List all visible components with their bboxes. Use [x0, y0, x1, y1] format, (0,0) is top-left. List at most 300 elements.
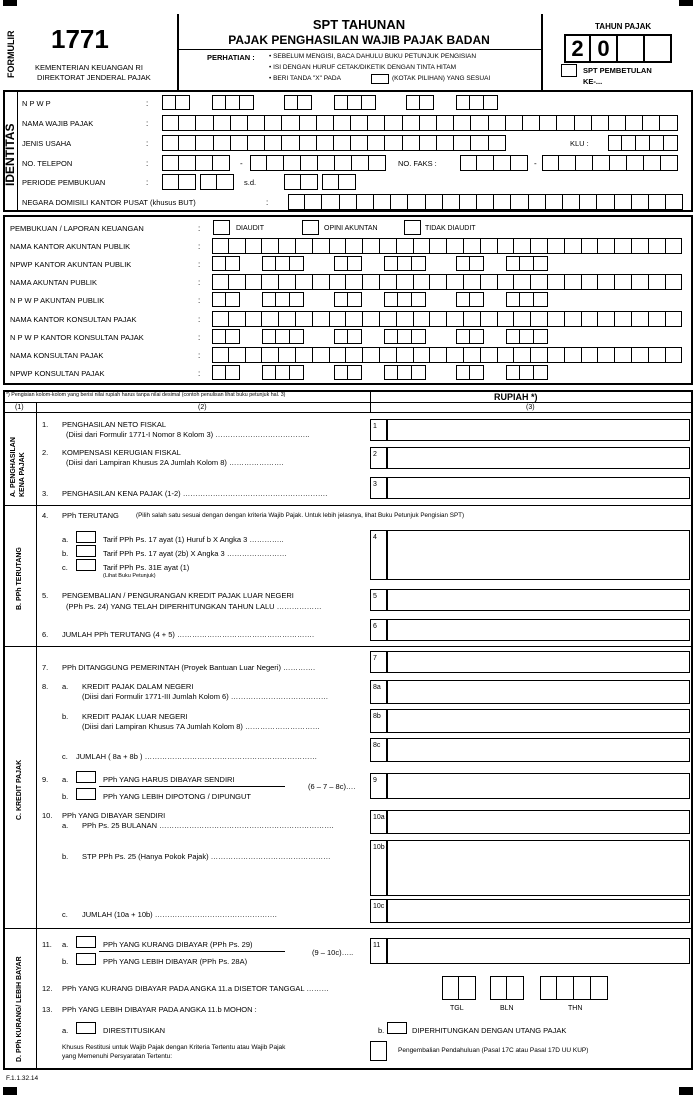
negara-domisili-input-cell[interactable]	[649, 194, 666, 210]
negara-domisili-input-cell[interactable]	[322, 194, 339, 210]
jenis-usaha-input-cell[interactable]	[403, 135, 420, 151]
nama-wajib-pajak-input-cell[interactable]	[609, 115, 626, 131]
audit-name-input-5-cell[interactable]	[514, 311, 531, 327]
audit-name-input-1-cell[interactable]	[313, 238, 330, 254]
audit-name-input-7-cell[interactable]	[498, 347, 515, 363]
jenis-usaha-input-cell[interactable]	[300, 135, 317, 151]
audit-npwp-input-4-group-2-cell[interactable]	[262, 292, 276, 307]
audit-npwp-input-8-group-2-cell[interactable]	[290, 365, 304, 380]
npwp-input-group-2-cell[interactable]	[226, 95, 240, 110]
npwp-input-group-4-cell[interactable]	[362, 95, 376, 110]
faks-number-input-cell[interactable]	[644, 155, 661, 171]
faks-number-input-cell[interactable]	[627, 155, 644, 171]
npwp-input-group-3-cell[interactable]	[298, 95, 312, 110]
negara-domisili-input-cell[interactable]	[632, 194, 649, 210]
audit-name-input-5-cell[interactable]	[246, 311, 263, 327]
audit-name-input-3-cell[interactable]	[430, 274, 447, 290]
negara-domisili-input-cell[interactable]	[666, 194, 683, 210]
audit-name-input-1-cell[interactable]	[246, 238, 263, 254]
amount-input-4[interactable]	[387, 530, 690, 580]
audit-name-input-7-cell[interactable]	[615, 347, 632, 363]
audit-npwp-input-2-group-1-cell[interactable]	[212, 256, 226, 271]
row13a-checkbox[interactable]	[76, 1022, 96, 1034]
nama-wajib-pajak-input-cell[interactable]	[351, 115, 368, 131]
audit-name-input-7-cell[interactable]	[565, 347, 582, 363]
audit-name-input-1-cell[interactable]	[615, 238, 632, 254]
audit-npwp-input-4-group-4-cell[interactable]	[384, 292, 398, 307]
negara-domisili-input-cell[interactable]	[477, 194, 494, 210]
periode-end-month-cell[interactable]	[339, 174, 356, 190]
audit-name-input-7-cell[interactable]	[514, 347, 531, 363]
jenis-usaha-input-cell[interactable]	[162, 135, 179, 151]
negara-domisili-input-cell[interactable]	[615, 194, 632, 210]
amount-input-5[interactable]	[387, 589, 690, 611]
row11a-checkbox[interactable]	[76, 936, 96, 948]
audit-name-input-5-cell[interactable]	[397, 311, 414, 327]
audit-name-input-7-cell[interactable]	[632, 347, 649, 363]
audit-name-input-1-cell[interactable]	[498, 238, 515, 254]
audit-name-input-7-cell[interactable]	[414, 347, 431, 363]
audit-name-input-3-cell[interactable]	[565, 274, 582, 290]
jenis-usaha-input-cell[interactable]	[196, 135, 213, 151]
audit-npwp-input-6-group-3-cell[interactable]	[348, 329, 362, 344]
audit-npwp-input-8-group-2-cell[interactable]	[262, 365, 276, 380]
periode-start-month-cell[interactable]	[217, 174, 234, 190]
audit-npwp-input-6-group-4-cell[interactable]	[398, 329, 412, 344]
nama-wajib-pajak-input-cell[interactable]	[334, 115, 351, 131]
audit-npwp-input-4-group-4-cell[interactable]	[398, 292, 412, 307]
audit-name-input-7-cell[interactable]	[430, 347, 447, 363]
nama-wajib-pajak-input-cell[interactable]	[196, 115, 213, 131]
audit-name-input-1-cell[interactable]	[464, 238, 481, 254]
audit-npwp-input-4-group-5-cell[interactable]	[456, 292, 470, 307]
negara-domisili-input-cell[interactable]	[374, 194, 391, 210]
jenis-usaha-input-cell[interactable]	[368, 135, 385, 151]
audit-name-input-5-cell[interactable]	[565, 311, 582, 327]
audit-npwp-input-4-group-2-cell[interactable]	[290, 292, 304, 307]
audit-name-input-5-cell[interactable]	[498, 311, 515, 327]
audit-name-input-7-cell[interactable]	[363, 347, 380, 363]
audit-npwp-input-6-group-5-cell[interactable]	[470, 329, 484, 344]
telepon-number-input-cell[interactable]	[352, 155, 369, 171]
amount-input-8b[interactable]	[387, 709, 690, 733]
klu-input-cell[interactable]	[636, 135, 650, 151]
audit-name-input-1-cell[interactable]	[380, 238, 397, 254]
audit-name-input-1-cell[interactable]	[481, 238, 498, 254]
amount-input-9[interactable]	[387, 773, 690, 799]
audit-npwp-input-4-group-3-cell[interactable]	[348, 292, 362, 307]
audit-name-input-3-cell[interactable]	[498, 274, 515, 290]
audit-name-input-7-cell[interactable]	[397, 347, 414, 363]
amount-input-3[interactable]	[387, 477, 690, 499]
audit-name-input-7-cell[interactable]	[229, 347, 246, 363]
audit-name-input-1-cell[interactable]	[363, 238, 380, 254]
npwp-input-group-3-cell[interactable]	[284, 95, 298, 110]
nama-wajib-pajak-input-cell[interactable]	[368, 115, 385, 131]
audit-npwp-input-2-group-2-cell[interactable]	[262, 256, 276, 271]
negara-domisili-input-cell[interactable]	[426, 194, 443, 210]
jenis-usaha-input-cell[interactable]	[420, 135, 437, 151]
negara-domisili-input-cell[interactable]	[305, 194, 322, 210]
audit-name-input-5-cell[interactable]	[330, 311, 347, 327]
nama-wajib-pajak-input-cell[interactable]	[179, 115, 196, 131]
faks-number-input-cell[interactable]	[542, 155, 559, 171]
audit-npwp-input-2-group-2-cell[interactable]	[290, 256, 304, 271]
audit-name-input-1-cell[interactable]	[279, 238, 296, 254]
audit-name-input-5-cell[interactable]	[582, 311, 599, 327]
audit-name-input-5-cell[interactable]	[430, 311, 447, 327]
telepon-area-input-cell[interactable]	[162, 155, 179, 171]
negara-domisili-input-cell[interactable]	[546, 194, 563, 210]
jenis-usaha-input-cell[interactable]	[282, 135, 299, 151]
negara-domisili-input-cell[interactable]	[357, 194, 374, 210]
audit-name-input-7-cell[interactable]	[330, 347, 347, 363]
nama-wajib-pajak-input-cell[interactable]	[231, 115, 248, 131]
npwp-input-group-6-cell[interactable]	[470, 95, 484, 110]
audit-npwp-input-2-group-5-cell[interactable]	[470, 256, 484, 271]
audit-name-input-5-cell[interactable]	[296, 311, 313, 327]
audit-npwp-input-8-group-6-cell[interactable]	[534, 365, 548, 380]
negara-domisili-input-cell[interactable]	[443, 194, 460, 210]
audit-npwp-input-8-group-6-cell[interactable]	[506, 365, 520, 380]
amount-input-11[interactable]	[387, 938, 690, 964]
telepon-area-input-cell[interactable]	[179, 155, 196, 171]
audit-name-input-1-cell[interactable]	[262, 238, 279, 254]
opini-checkbox[interactable]	[302, 220, 319, 235]
periode-end-day-cell[interactable]	[301, 174, 318, 190]
nama-wajib-pajak-input-cell[interactable]	[575, 115, 592, 131]
audit-name-input-3-cell[interactable]	[414, 274, 431, 290]
audit-name-input-5-cell[interactable]	[598, 311, 615, 327]
audit-name-input-5-cell[interactable]	[447, 311, 464, 327]
audit-name-input-1-cell[interactable]	[649, 238, 666, 254]
audit-npwp-input-2-group-4-cell[interactable]	[398, 256, 412, 271]
audit-npwp-input-2-group-3-cell[interactable]	[334, 256, 348, 271]
audit-name-input-7-cell[interactable]	[279, 347, 296, 363]
jenis-usaha-input-cell[interactable]	[231, 135, 248, 151]
amount-input-10b[interactable]	[387, 840, 690, 896]
audit-name-input-3-cell[interactable]	[212, 274, 229, 290]
audit-name-input-3-cell[interactable]	[330, 274, 347, 290]
audit-npwp-input-8-group-3-cell[interactable]	[348, 365, 362, 380]
audit-npwp-input-4-group-5-cell[interactable]	[470, 292, 484, 307]
audit-npwp-input-4-group-1-cell[interactable]	[212, 292, 226, 307]
setor-thn-input-cell[interactable]	[591, 976, 608, 1000]
audit-name-input-1-cell[interactable]	[414, 238, 431, 254]
npwp-input-group-5-cell[interactable]	[406, 95, 420, 110]
negara-domisili-input-cell[interactable]	[563, 194, 580, 210]
telepon-number-input-cell[interactable]	[335, 155, 352, 171]
audit-npwp-input-4-group-2-cell[interactable]	[276, 292, 290, 307]
audit-npwp-input-8-group-2-cell[interactable]	[276, 365, 290, 380]
nama-wajib-pajak-input-cell[interactable]	[265, 115, 282, 131]
audit-npwp-input-6-group-4-cell[interactable]	[412, 329, 426, 344]
pengembalian-checkbox[interactable]	[370, 1041, 387, 1061]
audit-name-input-7-cell[interactable]	[548, 347, 565, 363]
faks-number-input-cell[interactable]	[559, 155, 576, 171]
audit-name-input-5-cell[interactable]	[279, 311, 296, 327]
audit-npwp-input-6-group-2-cell[interactable]	[276, 329, 290, 344]
nama-wajib-pajak-input-cell[interactable]	[214, 115, 231, 131]
audit-name-input-3-cell[interactable]	[346, 274, 363, 290]
audit-npwp-input-8-group-4-cell[interactable]	[398, 365, 412, 380]
audit-npwp-input-2-group-6-cell[interactable]	[520, 256, 534, 271]
audit-name-input-1-cell[interactable]	[296, 238, 313, 254]
audit-name-input-1-cell[interactable]	[582, 238, 599, 254]
jenis-usaha-input-cell[interactable]	[248, 135, 265, 151]
nama-wajib-pajak-input-cell[interactable]	[454, 115, 471, 131]
setor-thn-input-cell[interactable]	[540, 976, 557, 1000]
audit-name-input-5-cell[interactable]	[212, 311, 229, 327]
audit-npwp-input-2-group-4-cell[interactable]	[412, 256, 426, 271]
audit-npwp-input-6-group-4-cell[interactable]	[384, 329, 398, 344]
row4b-checkbox[interactable]	[76, 545, 96, 557]
audit-name-input-1-cell[interactable]	[632, 238, 649, 254]
audit-name-input-3-cell[interactable]	[514, 274, 531, 290]
audit-name-input-3-cell[interactable]	[380, 274, 397, 290]
negara-domisili-input-cell[interactable]	[580, 194, 597, 210]
diaudit-checkbox[interactable]	[213, 220, 230, 235]
amount-input-7[interactable]	[387, 651, 690, 673]
npwp-input-group-4-cell[interactable]	[334, 95, 348, 110]
audit-name-input-5-cell[interactable]	[666, 311, 683, 327]
audit-name-input-5-cell[interactable]	[464, 311, 481, 327]
audit-name-input-3-cell[interactable]	[397, 274, 414, 290]
negara-domisili-input-cell[interactable]	[529, 194, 546, 210]
telepon-number-input-cell[interactable]	[318, 155, 335, 171]
audit-name-input-3-cell[interactable]	[262, 274, 279, 290]
audit-name-input-3-cell[interactable]	[598, 274, 615, 290]
year-digit-4[interactable]	[645, 34, 672, 63]
tidak-diaudit-checkbox[interactable]	[404, 220, 421, 235]
audit-npwp-input-6-group-6-cell[interactable]	[506, 329, 520, 344]
audit-name-input-1-cell[interactable]	[397, 238, 414, 254]
audit-name-input-1-cell[interactable]	[514, 238, 531, 254]
telepon-area-input-cell[interactable]	[213, 155, 230, 171]
nama-wajib-pajak-input-cell[interactable]	[592, 115, 609, 131]
audit-name-input-7-cell[interactable]	[582, 347, 599, 363]
nama-wajib-pajak-input-cell[interactable]	[489, 115, 506, 131]
audit-npwp-input-6-group-2-cell[interactable]	[262, 329, 276, 344]
nama-wajib-pajak-input-cell[interactable]	[523, 115, 540, 131]
audit-name-input-7-cell[interactable]	[380, 347, 397, 363]
klu-input-cell[interactable]	[622, 135, 636, 151]
row9a-checkbox[interactable]	[76, 771, 96, 783]
faks-area-input-cell[interactable]	[511, 155, 528, 171]
audit-npwp-input-2-group-6-cell[interactable]	[534, 256, 548, 271]
setor-thn-input-cell[interactable]	[574, 976, 591, 1000]
audit-name-input-3-cell[interactable]	[363, 274, 380, 290]
faks-number-input-cell[interactable]	[593, 155, 610, 171]
audit-npwp-input-8-group-6-cell[interactable]	[520, 365, 534, 380]
amount-input-8c[interactable]	[387, 738, 690, 762]
negara-domisili-input-cell[interactable]	[391, 194, 408, 210]
periode-start-day-cell[interactable]	[162, 174, 179, 190]
audit-name-input-7-cell[interactable]	[598, 347, 615, 363]
negara-domisili-input-cell[interactable]	[597, 194, 614, 210]
audit-name-input-5-cell[interactable]	[346, 311, 363, 327]
amount-input-6[interactable]	[387, 619, 690, 641]
telepon-number-input-cell[interactable]	[250, 155, 267, 171]
jenis-usaha-input-cell[interactable]	[351, 135, 368, 151]
row4a-checkbox[interactable]	[76, 531, 96, 543]
audit-npwp-input-2-group-2-cell[interactable]	[276, 256, 290, 271]
row11b-checkbox[interactable]	[76, 953, 96, 965]
jenis-usaha-input-cell[interactable]	[179, 135, 196, 151]
audit-npwp-input-2-group-4-cell[interactable]	[384, 256, 398, 271]
audit-npwp-input-4-group-1-cell[interactable]	[226, 292, 240, 307]
audit-name-input-7-cell[interactable]	[447, 347, 464, 363]
audit-name-input-1-cell[interactable]	[565, 238, 582, 254]
periode-end-day-cell[interactable]	[284, 174, 301, 190]
audit-name-input-7-cell[interactable]	[531, 347, 548, 363]
audit-name-input-5-cell[interactable]	[632, 311, 649, 327]
audit-name-input-3-cell[interactable]	[246, 274, 263, 290]
audit-name-input-3-cell[interactable]	[229, 274, 246, 290]
audit-name-input-7-cell[interactable]	[212, 347, 229, 363]
nama-wajib-pajak-input-cell[interactable]	[660, 115, 677, 131]
audit-name-input-1-cell[interactable]	[330, 238, 347, 254]
negara-domisili-input-cell[interactable]	[494, 194, 511, 210]
audit-npwp-input-2-group-1-cell[interactable]	[226, 256, 240, 271]
telepon-number-input-cell[interactable]	[369, 155, 386, 171]
audit-name-input-1-cell[interactable]	[666, 238, 683, 254]
audit-name-input-5-cell[interactable]	[414, 311, 431, 327]
npwp-input-group-1-cell[interactable]	[176, 95, 190, 110]
audit-name-input-3-cell[interactable]	[531, 274, 548, 290]
npwp-input-group-5-cell[interactable]	[420, 95, 434, 110]
audit-name-input-3-cell[interactable]	[548, 274, 565, 290]
audit-npwp-input-6-group-6-cell[interactable]	[534, 329, 548, 344]
audit-npwp-input-6-group-1-cell[interactable]	[212, 329, 226, 344]
telepon-number-input-cell[interactable]	[284, 155, 301, 171]
audit-npwp-input-4-group-6-cell[interactable]	[506, 292, 520, 307]
setor-bln-input-cell[interactable]	[490, 976, 507, 1000]
jenis-usaha-input-cell[interactable]	[385, 135, 402, 151]
audit-name-input-1-cell[interactable]	[229, 238, 246, 254]
audit-name-input-7-cell[interactable]	[464, 347, 481, 363]
amount-input-10c[interactable]	[387, 899, 690, 923]
audit-npwp-input-4-group-6-cell[interactable]	[520, 292, 534, 307]
jenis-usaha-input-cell[interactable]	[471, 135, 488, 151]
negara-domisili-input-cell[interactable]	[340, 194, 357, 210]
jenis-usaha-input-cell[interactable]	[317, 135, 334, 151]
npwp-input-group-6-cell[interactable]	[484, 95, 498, 110]
nama-wajib-pajak-input-cell[interactable]	[557, 115, 574, 131]
row9b-checkbox[interactable]	[76, 788, 96, 800]
audit-name-input-1-cell[interactable]	[430, 238, 447, 254]
audit-name-input-5-cell[interactable]	[531, 311, 548, 327]
nama-wajib-pajak-input-cell[interactable]	[317, 115, 334, 131]
nama-wajib-pajak-input-cell[interactable]	[471, 115, 488, 131]
telepon-area-input-cell[interactable]	[196, 155, 213, 171]
audit-npwp-input-8-group-1-cell[interactable]	[212, 365, 226, 380]
audit-name-input-7-cell[interactable]	[262, 347, 279, 363]
nama-wajib-pajak-input-cell[interactable]	[643, 115, 660, 131]
audit-npwp-input-4-group-3-cell[interactable]	[334, 292, 348, 307]
audit-name-input-5-cell[interactable]	[615, 311, 632, 327]
audit-npwp-input-8-group-3-cell[interactable]	[334, 365, 348, 380]
audit-name-input-7-cell[interactable]	[481, 347, 498, 363]
amount-input-8a[interactable]	[387, 680, 690, 704]
setor-tgl-input-cell[interactable]	[442, 976, 459, 1000]
audit-name-input-1-cell[interactable]	[598, 238, 615, 254]
faks-number-input-cell[interactable]	[610, 155, 627, 171]
audit-npwp-input-6-group-2-cell[interactable]	[290, 329, 304, 344]
setor-thn-input-cell[interactable]	[557, 976, 574, 1000]
row13b-checkbox[interactable]	[387, 1022, 407, 1034]
setor-tgl-input-cell[interactable]	[459, 976, 476, 1000]
audit-npwp-input-2-group-3-cell[interactable]	[348, 256, 362, 271]
audit-name-input-1-cell[interactable]	[346, 238, 363, 254]
audit-npwp-input-4-group-6-cell[interactable]	[534, 292, 548, 307]
jenis-usaha-input-cell[interactable]	[214, 135, 231, 151]
jenis-usaha-input-cell[interactable]	[454, 135, 471, 151]
audit-name-input-5-cell[interactable]	[481, 311, 498, 327]
nama-wajib-pajak-input-cell[interactable]	[437, 115, 454, 131]
jenis-usaha-input-cell[interactable]	[437, 135, 454, 151]
faks-area-input-cell[interactable]	[460, 155, 477, 171]
npwp-input-group-2-cell[interactable]	[212, 95, 226, 110]
negara-domisili-input-cell[interactable]	[288, 194, 305, 210]
setor-bln-input-cell[interactable]	[507, 976, 524, 1000]
audit-npwp-input-8-group-4-cell[interactable]	[412, 365, 426, 380]
nama-wajib-pajak-input-cell[interactable]	[403, 115, 420, 131]
audit-name-input-3-cell[interactable]	[666, 274, 683, 290]
faks-area-input-cell[interactable]	[494, 155, 511, 171]
nama-wajib-pajak-input-cell[interactable]	[300, 115, 317, 131]
klu-input-cell[interactable]	[664, 135, 678, 151]
audit-name-input-1-cell[interactable]	[447, 238, 464, 254]
audit-name-input-3-cell[interactable]	[313, 274, 330, 290]
amount-input-1[interactable]	[387, 419, 690, 441]
nama-wajib-pajak-input-cell[interactable]	[506, 115, 523, 131]
npwp-input-group-1-cell[interactable]	[162, 95, 176, 110]
audit-name-input-3-cell[interactable]	[279, 274, 296, 290]
audit-npwp-input-4-group-4-cell[interactable]	[412, 292, 426, 307]
audit-name-input-5-cell[interactable]	[262, 311, 279, 327]
audit-name-input-3-cell[interactable]	[632, 274, 649, 290]
negara-domisili-input-cell[interactable]	[408, 194, 425, 210]
audit-name-input-7-cell[interactable]	[666, 347, 683, 363]
audit-name-input-5-cell[interactable]	[548, 311, 565, 327]
negara-domisili-input-cell[interactable]	[511, 194, 528, 210]
audit-name-input-7-cell[interactable]	[649, 347, 666, 363]
row4c-checkbox[interactable]	[76, 559, 96, 571]
audit-npwp-input-2-group-6-cell[interactable]	[506, 256, 520, 271]
klu-input-cell[interactable]	[650, 135, 664, 151]
year-digit-3[interactable]	[618, 34, 645, 63]
audit-name-input-3-cell[interactable]	[296, 274, 313, 290]
nama-wajib-pajak-input-cell[interactable]	[420, 115, 437, 131]
audit-name-input-7-cell[interactable]	[296, 347, 313, 363]
pembetulan-checkbox[interactable]	[561, 64, 577, 77]
nama-wajib-pajak-input-cell[interactable]	[162, 115, 179, 131]
audit-name-input-3-cell[interactable]	[447, 274, 464, 290]
audit-npwp-input-6-group-3-cell[interactable]	[334, 329, 348, 344]
audit-npwp-input-6-group-6-cell[interactable]	[520, 329, 534, 344]
audit-name-input-3-cell[interactable]	[464, 274, 481, 290]
nama-wajib-pajak-input-cell[interactable]	[282, 115, 299, 131]
audit-name-input-3-cell[interactable]	[649, 274, 666, 290]
audit-name-input-1-cell[interactable]	[548, 238, 565, 254]
audit-name-input-5-cell[interactable]	[363, 311, 380, 327]
amount-input-10a[interactable]	[387, 810, 690, 834]
nama-wajib-pajak-input-cell[interactable]	[626, 115, 643, 131]
npwp-input-group-6-cell[interactable]	[456, 95, 470, 110]
audit-npwp-input-6-group-1-cell[interactable]	[226, 329, 240, 344]
klu-input-cell[interactable]	[608, 135, 622, 151]
